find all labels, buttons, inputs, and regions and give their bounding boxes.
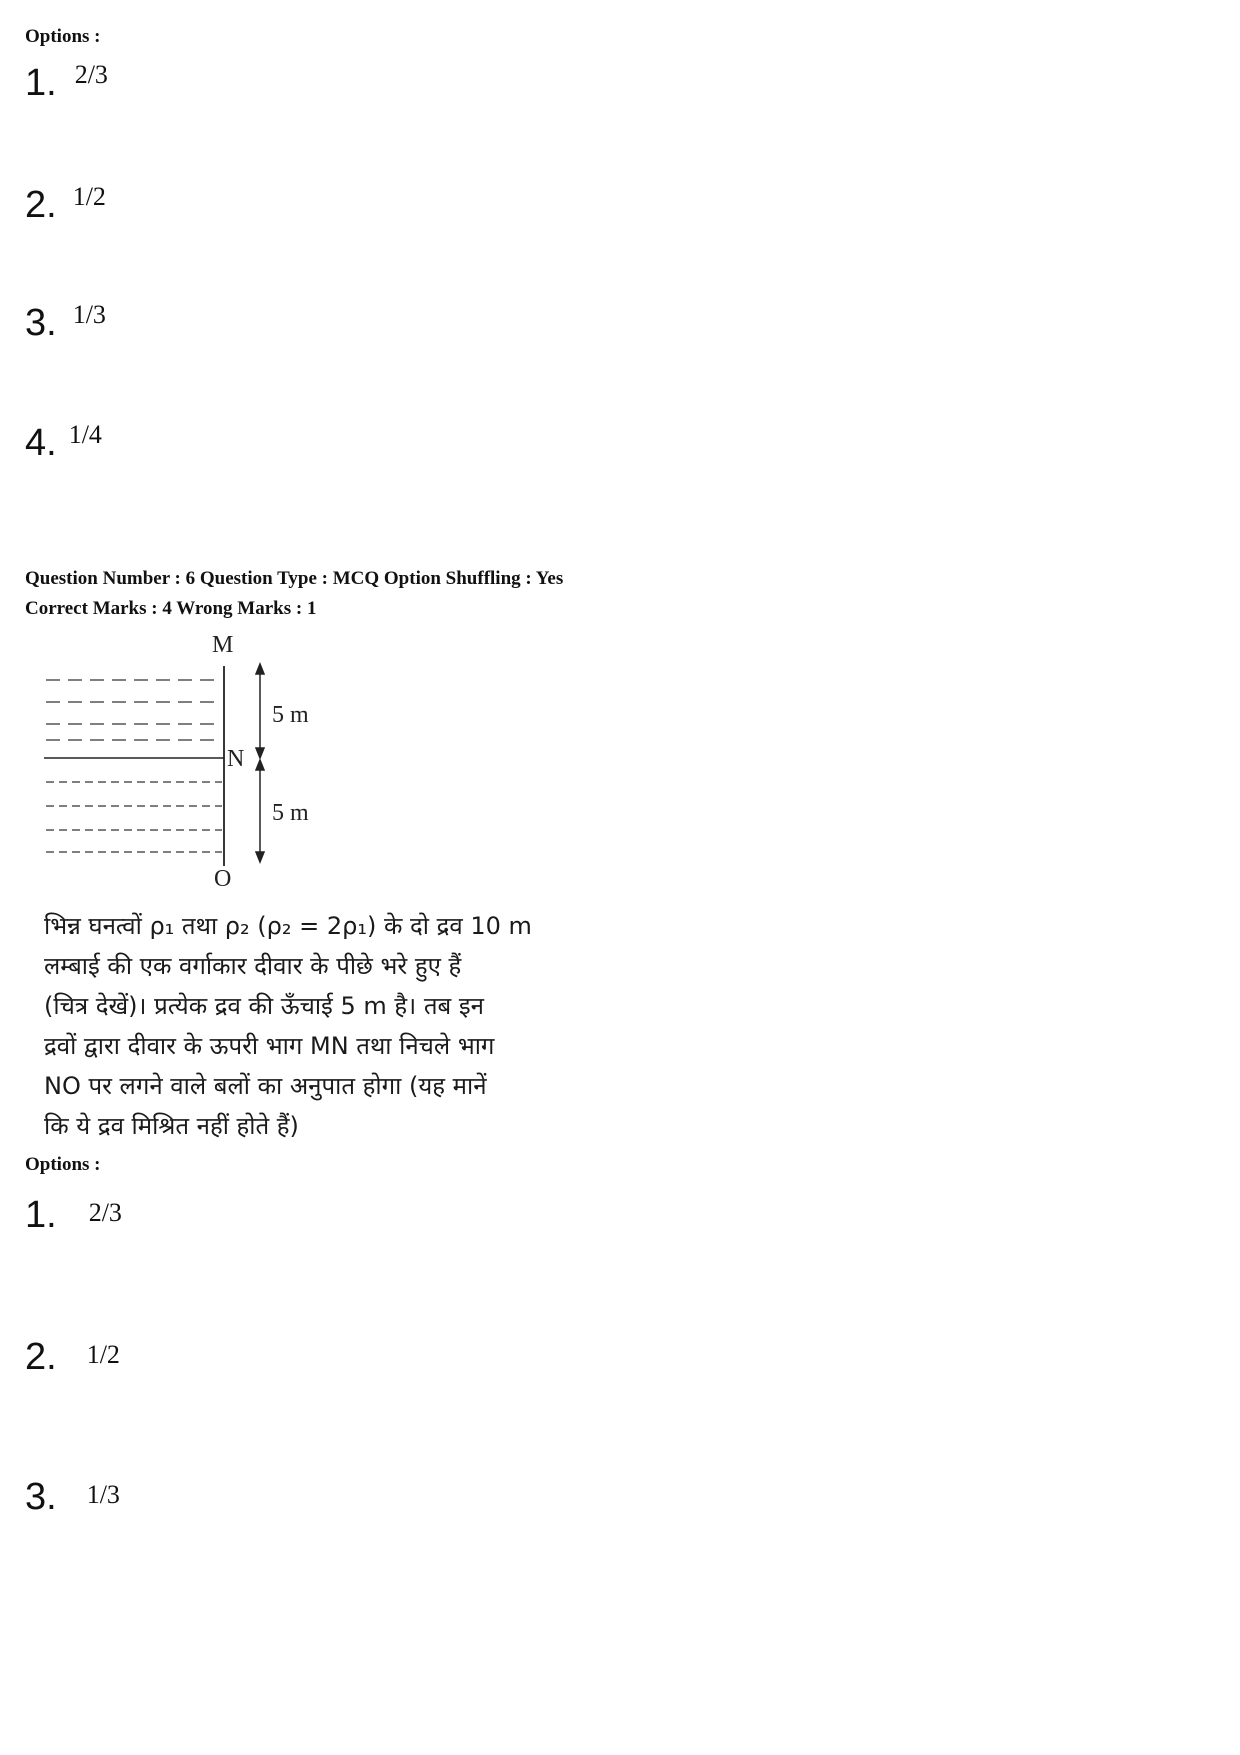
lower-liquid (46, 782, 222, 852)
option-number: 2. (25, 184, 57, 226)
option-item[interactable] (25, 300, 106, 344)
option-item[interactable] (25, 1478, 120, 1516)
lower-dimension-arrow (256, 760, 264, 862)
question-text (44, 906, 564, 1146)
question-line: लम्बाई की एक वर्गाकार दीवार के पीछे भरे हुए हैं (44, 952, 462, 980)
option-value: 1/4 (68, 420, 102, 449)
option-item[interactable] (25, 1196, 122, 1234)
lower-height-label: 5 m (272, 800, 309, 826)
option-number: 1. (25, 62, 57, 104)
label-n: N (227, 746, 245, 772)
question-line: NO पर लगने वाले बलों का अनुपात होगा (यह मानें (44, 1072, 487, 1100)
upper-dimension-arrow (256, 664, 264, 758)
option-item[interactable] (25, 1338, 120, 1376)
label-o: O (214, 866, 232, 888)
option-number: 4. (25, 422, 57, 464)
question-line: (चित्र देखें)। प्रत्येक द्रव की ऊँचाई 5 m है। तब इन (44, 992, 484, 1020)
option-value: 1/3 (86, 1480, 120, 1509)
option-item[interactable] (25, 420, 102, 464)
upper-liquid (46, 680, 222, 740)
label-m: M (212, 632, 234, 658)
option-value: 1/2 (86, 1340, 120, 1369)
option-item[interactable] (25, 60, 108, 104)
options-header: Options : (25, 26, 101, 47)
option-number: 3. (25, 1476, 57, 1518)
options-header: Options : (25, 1154, 101, 1175)
option-number: 3. (25, 302, 57, 344)
wall-diagram (40, 628, 340, 888)
question-line: भिन्न घनत्वों ρ₁ तथा ρ₂ (ρ₂ = 2ρ₁) के दो द्रव 10 m (44, 912, 532, 940)
option-item[interactable] (25, 182, 106, 226)
option-number: 1. (25, 1194, 57, 1236)
option-value: 2/3 (74, 60, 108, 89)
question-meta: Question Number : 6 Question Type : MCQ Option Shuffling : Yes (25, 568, 564, 589)
option-value: 2/3 (88, 1198, 122, 1227)
option-value: 1/2 (72, 182, 106, 211)
question-marks: Correct Marks : 4 Wrong Marks : 1 (25, 598, 317, 619)
option-value: 1/3 (72, 300, 106, 329)
question-line: द्रवों द्वारा दीवार के ऊपरी भाग MN तथा निचले भाग (44, 1032, 495, 1060)
upper-height-label: 5 m (272, 702, 309, 728)
question-line: कि ये द्रव मिश्रित नहीं होते हैं) (44, 1112, 299, 1140)
option-number: 2. (25, 1336, 57, 1378)
